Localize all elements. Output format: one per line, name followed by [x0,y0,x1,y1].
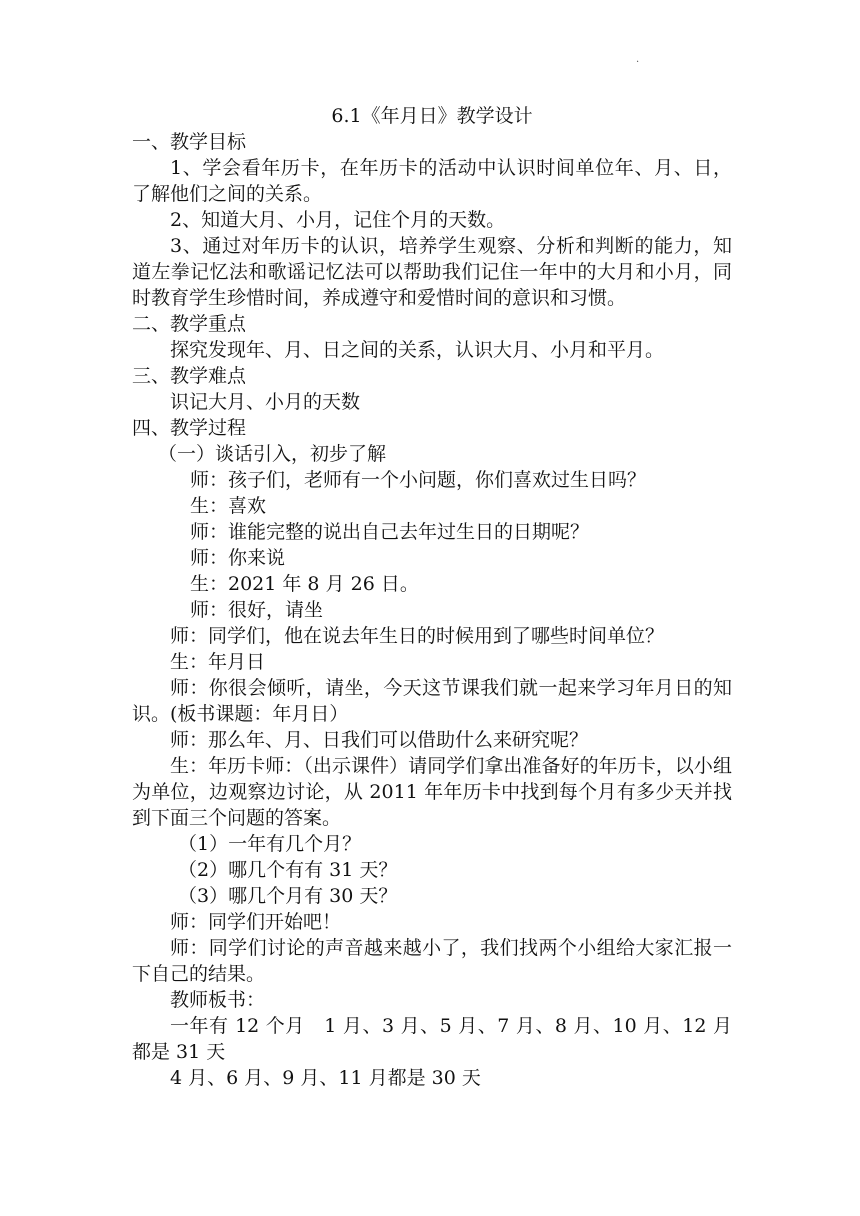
goal-item: 1、学会看年历卡，在年历卡的活动中认识时间单位年、月、日，了解他们之间的关系。 [132,157,732,205]
dialog-paragraph: 师：你很会倾听，请坐，今天这节课我们就一起来学习年月日的知识。(板书课题：年月日） [132,677,732,725]
goal-item: 3、通过对年历卡的认识，培养学生观察、分析和判断的能力，知道左拳记忆法和歌谣记忆法可以帮助我们记住一年中的大月和小月，同时教育学生珍惜时间，养成遵守和爱惜时间的意识和习惯。 [132,235,732,309]
dialog-paragraph: 师：同学们开始吧！ [170,911,342,933]
section-heading-goals: 一、教学目标 [132,131,247,153]
key-point-text: 探究发现年、月、日之间的关系，认识大月、小月和平月。 [170,339,665,361]
section-heading-key-point: 二、教学重点 [132,313,247,335]
question-item: （2）哪几个有有 31 天？ [178,859,398,881]
page-title: 6.1《年月日》教学设计 [331,105,533,127]
goal-item: 2、知道大月、小月，记住个月的天数。 [170,209,506,231]
dialog-line: 生：年月日 [170,651,266,673]
header-mark: . [636,54,640,65]
dialog-line: 生：2021 年 8 月 26 日。 [190,573,419,595]
dialog-line: 师：谁能完整的说出自己去年过生日的日期呢？ [190,521,590,543]
dialog-line: 生：喜欢 [190,495,267,517]
dialog-line: 师：很好，请坐 [190,599,324,621]
dialog-line: 师：同学们，他在说去年生日的时候用到了哪些时间单位？ [170,625,665,647]
dialog-line: 师：孩子们，老师有一个小问题，你们喜欢过生日吗？ [190,469,647,491]
difficulty-text: 识记大月、小月的天数 [170,391,361,413]
dialog-paragraph: 生：年历卡师：（出示课件）请同学们拿出准备好的年历卡，以小组为单位，边观察边讨论，从 2011 年年历卡中找到每个月有多少天并找到下面三个问题的答案。 [132,755,732,829]
dialog-paragraph: 师：那么年、月、日我们可以借助什么来研究呢？ [170,729,589,751]
board-text: 一年有 12 个月 1 月、3 月、5 月、7 月、8 月、10 月、12 月都是 31 天 [132,1015,732,1063]
question-item: （3）哪几个月有 30 天？ [178,885,398,907]
section-heading-difficulty: 三、教学难点 [132,365,247,387]
question-item: （1）一年有几个月？ [178,833,362,855]
board-text: 4 月、6 月、9 月、11 月都是 30 天 [170,1067,481,1089]
section-heading-process: 四、教学过程 [132,417,247,439]
document-body [132,103,732,1091]
subsection-heading: （一）谈话引入，初步了解 [158,443,387,465]
dialog-line: 师：你来说 [190,547,286,569]
dialog-paragraph: 师：同学们讨论的声音越来越小了，我们找两个小组给大家汇报一下自己的结果。 [132,937,732,985]
board-label: 教师板书： [170,989,266,1011]
